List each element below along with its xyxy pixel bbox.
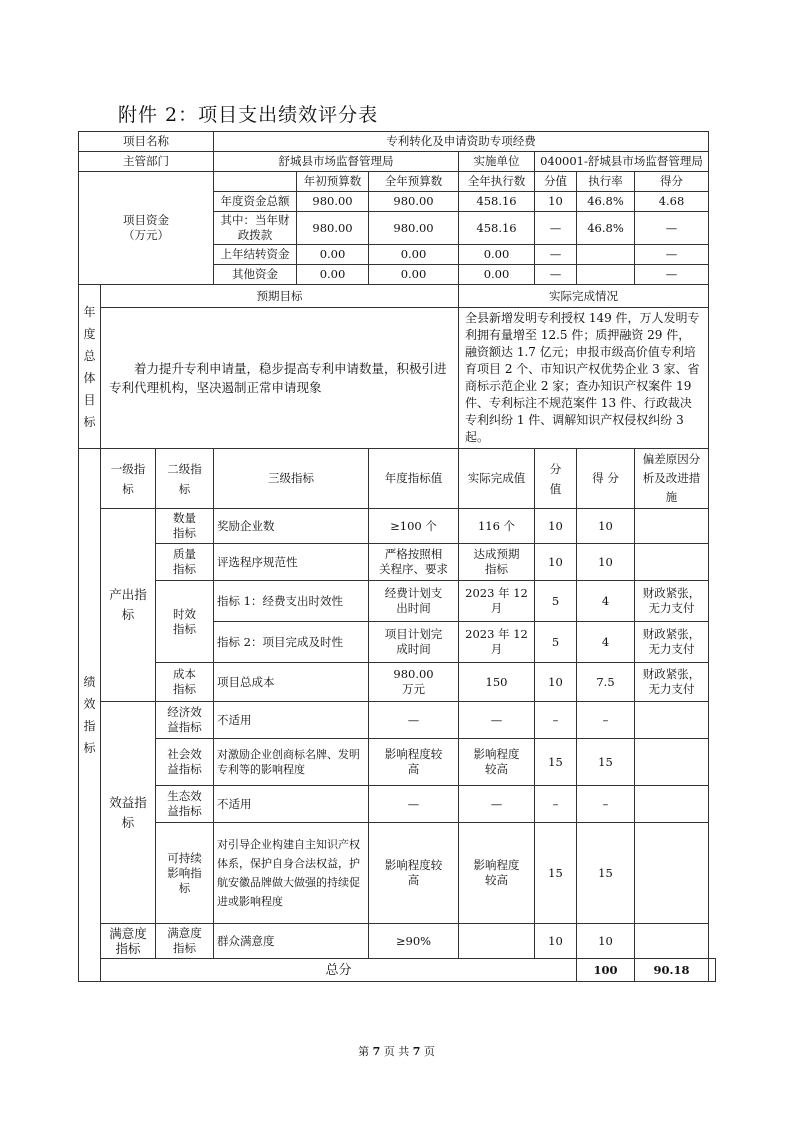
funds-cell: 46.8% <box>577 212 635 245</box>
level2-indicator: 数量 指标 <box>156 509 214 544</box>
perf-row <box>79 509 716 544</box>
annual-target: ≥100 个 <box>369 509 459 544</box>
level3-indicator: 对激励企业创商标名牌、发明专利等的影响程度 <box>214 739 369 786</box>
deviation-note: 财政紧张， 无力支付 <box>635 622 709 663</box>
score-value: – <box>535 786 577 823</box>
footer-text: 页 <box>423 1045 435 1058</box>
goals-header-row <box>79 285 716 308</box>
level3-indicator: 不适用 <box>214 702 369 739</box>
funds-row-name: 其中：当年财政拨款 <box>214 212 297 245</box>
score-value: 10 <box>535 924 577 959</box>
perf-row <box>79 786 716 823</box>
output-indicator-label: 产出指 标 <box>101 509 156 702</box>
department-label: 主管部门 <box>79 152 214 172</box>
funds-cell: — <box>635 212 709 245</box>
funds-header-row <box>79 172 716 192</box>
score-value: 15 <box>535 739 577 786</box>
level2-indicator: 满意度 指标 <box>156 924 214 959</box>
expected-goal-header: 预期目标 <box>101 285 459 308</box>
funds-cell <box>577 245 635 265</box>
funds-header: 全年预算数 <box>369 172 459 192</box>
score-value: 5 <box>535 622 577 663</box>
level3-indicator: 对引导企业构建自主知识产权体系，保护自身合法权益，护航安徽品牌做大做强的持续促进或影响程度 <box>214 823 369 924</box>
level3-indicator: 指标 1：经费支出时效性 <box>214 581 369 622</box>
score-got: 10 <box>577 544 635 581</box>
perf-header: 偏差原因分 析及改进措 施 <box>635 449 709 509</box>
level2-indicator: 质量 指标 <box>156 544 214 581</box>
funds-header: 执行率 <box>577 172 635 192</box>
deviation-note <box>635 702 709 739</box>
funds-header: 年初预算数 <box>297 172 369 192</box>
perf-label: 绩 效 指 标 <box>79 449 101 982</box>
annual-target: — <box>369 702 459 739</box>
actual-value: 2023 年 12 月 <box>459 622 535 663</box>
funds-row-name: 上年结转资金 <box>214 245 297 265</box>
funds-cell: 0.00 <box>297 245 369 265</box>
deviation-note <box>635 509 709 544</box>
annual-target: 影响程度较 高 <box>369 823 459 924</box>
perf-row <box>79 924 716 959</box>
level3-indicator: 评选程序规范性 <box>214 544 369 581</box>
page-footer <box>0 1043 793 1059</box>
score-got: 15 <box>577 739 635 786</box>
actual-value <box>459 924 535 959</box>
expected-goal-text: 着力提升专利申请量，稳步提高专利申请数量，积极引进专利代理机构，坚决遏制正常申请现象 <box>101 308 459 449</box>
effect-indicator-label: 效益指 标 <box>101 702 156 924</box>
annual-target: 经费计划支 出时间 <box>369 581 459 622</box>
department-value: 舒城县市场监督管理局 <box>214 152 459 172</box>
funds-cell: 0.00 <box>459 265 535 285</box>
level2-indicator: 可持续 影响指 标 <box>156 823 214 924</box>
funds-cell: 458.16 <box>459 192 535 212</box>
perf-row <box>79 544 716 581</box>
score-value: 10 <box>535 509 577 544</box>
performance-table <box>78 131 716 982</box>
perf-row <box>79 581 716 622</box>
deviation-note <box>635 544 709 581</box>
score-got: – <box>577 786 635 823</box>
score-got: 4 <box>577 581 635 622</box>
score-value: – <box>535 702 577 739</box>
annual-target: — <box>369 786 459 823</box>
funds-cell: — <box>635 265 709 285</box>
score-value: 10 <box>535 544 577 581</box>
deviation-note <box>635 739 709 786</box>
actual-value: 影响程度 较高 <box>459 823 535 924</box>
total-row <box>79 959 716 982</box>
deviation-note: 财政紧张， 无力支付 <box>635 581 709 622</box>
perf-header: 分 值 <box>535 449 577 509</box>
goals-label: 年 度 总 体 目 标 <box>79 285 101 449</box>
score-got: 7.5 <box>577 663 635 702</box>
page-title: 附件 2：项目支出绩效评分表 <box>118 104 379 126</box>
funds-cell: 980.00 <box>297 212 369 245</box>
funds-cell <box>577 265 635 285</box>
deviation-note <box>635 924 709 959</box>
footer-text: 第 <box>358 1045 370 1058</box>
score-value: 5 <box>535 581 577 622</box>
annual-target: 影响程度较 高 <box>369 739 459 786</box>
funds-cell: 10 <box>535 192 577 212</box>
funds-cell: 46.8% <box>577 192 635 212</box>
score-got: 10 <box>577 509 635 544</box>
perf-header: 年度指标值 <box>369 449 459 509</box>
funds-cell: 0.00 <box>459 245 535 265</box>
annual-target: 严格按照相 关程序、要求 <box>369 544 459 581</box>
funds-cell: 4.68 <box>635 192 709 212</box>
level2-indicator: 经济效 益指标 <box>156 702 214 739</box>
actual-completion-text: 全县新增发明专利授权 149 件，万人发明专利拥有量增至 12.5 件；质押融资 29 件，融资额达 1.7 亿元；申报市级高价值专利培育项目 2 个、市知识产权优势企业 3 家、省商标示范企业 2 家；查办知识产权案件 19 件、专利标注不规范案件 13 件、行政裁决专利纠纷 1 件、调解知识产权侵权纠纷 3 起。 <box>459 308 709 449</box>
implementer-label: 实施单位 <box>459 152 535 172</box>
perf-header-row <box>79 449 716 509</box>
perf-row <box>79 739 716 786</box>
level2-indicator: 成本 指标 <box>156 663 214 702</box>
perf-header: 得 分 <box>577 449 635 509</box>
score-got: – <box>577 702 635 739</box>
actual-value: 116 个 <box>459 509 535 544</box>
funds-cell: — <box>535 245 577 265</box>
funds-cell: 458.16 <box>459 212 535 245</box>
goals-content-row <box>79 308 716 449</box>
funds-row-name: 其他资金 <box>214 265 297 285</box>
score-got: 10 <box>577 924 635 959</box>
perf-header: 三级指标 <box>214 449 369 509</box>
score-got: 4 <box>577 622 635 663</box>
annual-target: ≥90% <box>369 924 459 959</box>
footer-text: 页 共 <box>383 1045 410 1058</box>
actual-value: — <box>459 786 535 823</box>
total-label: 总分 <box>101 959 577 982</box>
score-value: 15 <box>535 823 577 924</box>
total-score: 100 <box>577 959 635 982</box>
project-name-value: 专利转化及申请资助专项经费 <box>214 132 709 152</box>
level2-indicator: 生态效 益指标 <box>156 786 214 823</box>
deviation-note <box>635 823 709 924</box>
funds-cell: 0.00 <box>369 265 459 285</box>
deviation-note <box>635 786 709 823</box>
level2-indicator: 时效 指标 <box>156 581 214 663</box>
department-row <box>79 152 716 172</box>
deviation-note: 财政紧张， 无力支付 <box>635 663 709 702</box>
funds-cell: 980.00 <box>297 192 369 212</box>
level3-indicator: 不适用 <box>214 786 369 823</box>
funds-cell: 0.00 <box>369 245 459 265</box>
funds-row-name: 年度资金总额 <box>214 192 297 212</box>
perf-header: 实际完成值 <box>459 449 535 509</box>
funds-header: 分值 <box>535 172 577 192</box>
perf-row <box>79 823 716 924</box>
project-name-row <box>79 132 716 152</box>
score-got: 15 <box>577 823 635 924</box>
funds-header: 得分 <box>635 172 709 192</box>
perf-row <box>79 663 716 702</box>
implementer-value: 040001-舒城县市场监督管理局 <box>535 152 709 172</box>
funds-cell: — <box>535 265 577 285</box>
footer-page-number: 7 <box>372 1045 381 1058</box>
funds-cell: — <box>535 212 577 245</box>
funds-cell: — <box>635 245 709 265</box>
footer-total-pages: 7 <box>412 1045 421 1058</box>
actual-value: 2023 年 12 月 <box>459 581 535 622</box>
level3-indicator: 指标 2：项目完成及时性 <box>214 622 369 663</box>
total-got: 90.18 <box>635 959 709 982</box>
level2-indicator: 社会效 益指标 <box>156 739 214 786</box>
funds-label: 项目资金 （万元） <box>79 172 214 285</box>
perf-header: 二级指 标 <box>156 449 214 509</box>
annual-target: 980.00 万元 <box>369 663 459 702</box>
actual-value: 影响程度 较高 <box>459 739 535 786</box>
actual-value: 达成预期 指标 <box>459 544 535 581</box>
actual-value: — <box>459 702 535 739</box>
funds-cell: 980.00 <box>369 192 459 212</box>
level3-indicator: 项目总成本 <box>214 663 369 702</box>
annual-target: 项目计划完 成时间 <box>369 622 459 663</box>
actual-value: 150 <box>459 663 535 702</box>
level3-indicator: 奖励企业数 <box>214 509 369 544</box>
perf-row <box>79 702 716 739</box>
perf-header: 一级指 标 <box>101 449 156 509</box>
funds-header: 全年执行数 <box>459 172 535 192</box>
actual-completion-header: 实际完成情况 <box>459 285 709 308</box>
funds-cell: 0.00 <box>297 265 369 285</box>
project-name-label: 项目名称 <box>79 132 214 152</box>
level3-indicator: 群众满意度 <box>214 924 369 959</box>
satisfaction-indicator-label: 满意度 指标 <box>101 924 156 959</box>
funds-cell: 980.00 <box>369 212 459 245</box>
score-value: 10 <box>535 663 577 702</box>
